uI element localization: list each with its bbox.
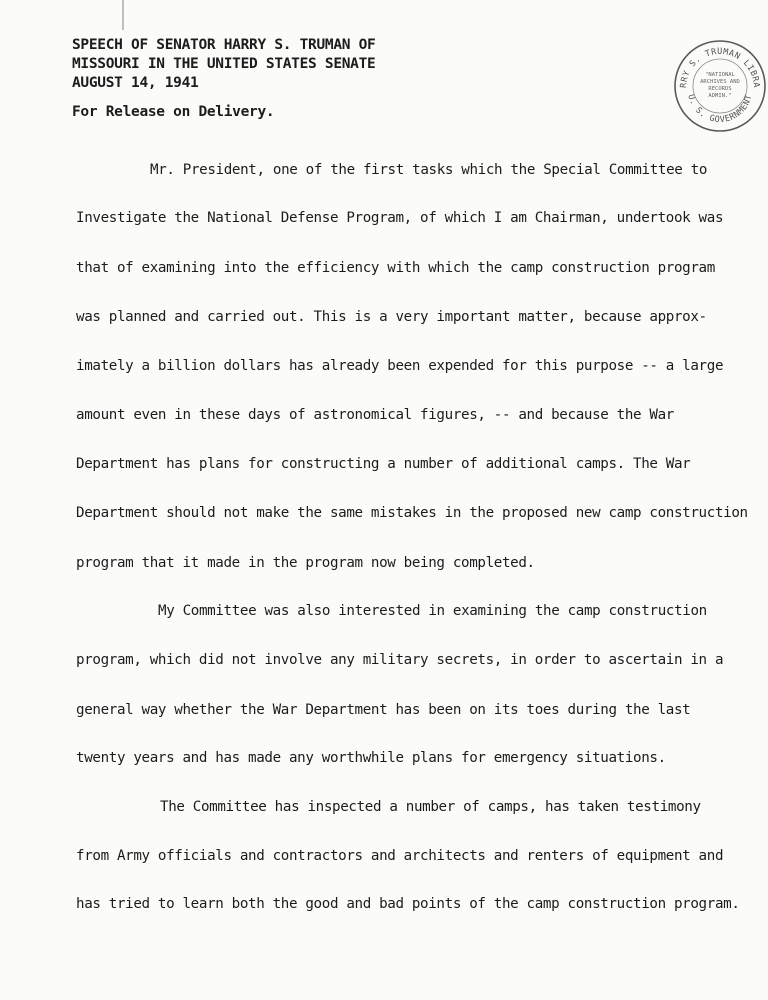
header-line-1: SPEECH OF SENATOR HARRY S. TRUMAN OF	[72, 37, 376, 53]
release-note: For Release on Delivery.	[72, 104, 275, 120]
header-line-3: AUGUST 14, 1941	[72, 75, 199, 91]
stamp-inner-line-3: RECORDS	[708, 86, 732, 92]
body-line-11: program, which did not involve any military secrets, in order to ascertain in a	[76, 652, 724, 668]
archive-stamp	[672, 38, 768, 134]
body-line-13: twenty years and has made any worthwhile plans for emergency situations.	[76, 750, 666, 766]
header-line-2: MISSOURI IN THE UNITED STATES SENATE	[72, 56, 376, 72]
body-line-4: was planned and carried out. This is a very important matter, because approx-	[76, 309, 707, 325]
body-line-2: Investigate the National Defense Program, of which I am Chairman, undertook was	[76, 210, 724, 226]
paper-mark	[122, 0, 124, 30]
body-line-10: My Committee was also interested in examining the camp construction	[158, 603, 707, 619]
body-line-16: has tried to learn both the good and bad points of the camp construction program.	[76, 896, 740, 912]
stamp-bottom-text: U. S. GOVERNMENT	[685, 93, 755, 126]
stamp-outer-text: RRY S. TRUMAN LIBRA	[678, 47, 762, 89]
body-line-3: that of examining into the efficiency with which the camp construction program	[76, 260, 715, 276]
body-line-14: The Committee has inspected a number of camps, has taken testimony	[160, 799, 701, 815]
body-line-6: amount even in these days of astronomical figures, -- and because the War	[76, 407, 674, 423]
body-line-7: Department has plans for constructing a number of additional camps. The War	[76, 456, 691, 472]
body-line-12: general way whether the War Department has been on its toes during the last	[76, 702, 691, 718]
body-line-15: from Army officials and contractors and architects and renters of equipment and	[76, 848, 724, 864]
body-line-1: Mr. President, one of the first tasks which the Special Committee to	[150, 162, 708, 178]
body-line-5: imately a billion dollars has already been expended for this purpose -- a large	[76, 358, 724, 374]
stamp-inner-line-1: "NATIONAL	[705, 72, 735, 78]
body-line-9: program that it made in the program now being completed.	[76, 555, 535, 571]
speech-header	[72, 36, 375, 93]
body-line-8: Department should not make the same mistakes in the proposed new camp construction	[76, 505, 748, 521]
stamp-inner-line-2: ARCHIVES AND	[700, 79, 740, 85]
stamp-inner-line-4: ADMIN."	[708, 93, 732, 99]
